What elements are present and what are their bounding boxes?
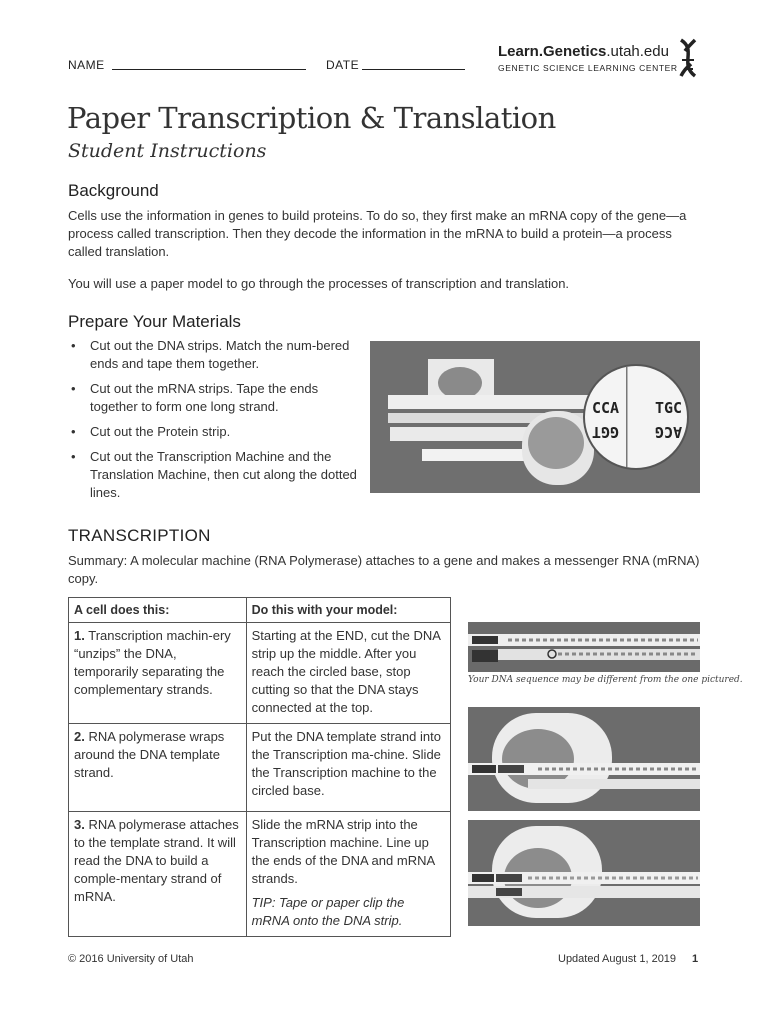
background-heading: Background (68, 181, 159, 200)
step-number: 1. (74, 628, 85, 643)
zoom-label-acg: ACG (655, 423, 683, 441)
step-number: 3. (74, 817, 85, 832)
transcription-summary: Summary: A molecular machine (RNA Polymerase) attaches to a gene and makes a messenger RNA (mRNA) copy. (68, 553, 700, 586)
list-item: • Cut out the DNA strips. Match the num-bered ends and tape them together. (68, 337, 358, 373)
date-field-line[interactable] (362, 69, 465, 70)
copyright: © 2016 University of Utah (68, 953, 194, 965)
brand-subtitle: GENETIC SCIENCE LEARNING CENTER (498, 63, 678, 73)
model-action: Put the DNA template strand into the Transcription ma-chine. Slide the Transcription machine to the circled base. (246, 724, 450, 812)
name-label: NAME (68, 58, 105, 72)
name-field-line[interactable] (112, 69, 306, 70)
step-cell-text: RNA polymerase wraps around the DNA template strand. (74, 729, 225, 780)
dna-helix-icon (673, 38, 703, 78)
table-header-row (69, 598, 451, 623)
dna-strip-photo (468, 622, 700, 672)
zoom-label-tgc: TGC (655, 399, 683, 417)
dna-photo-caption: Your DNA sequence may be different from the one pictured. (468, 675, 743, 685)
materials-list (68, 337, 358, 509)
steps-table (68, 597, 451, 937)
cell-action (69, 724, 247, 812)
model-action (246, 812, 450, 937)
cell-action (69, 623, 247, 724)
page-title: Paper Transcription & Translation (67, 101, 556, 135)
step-cell-text: RNA polymerase attaches to the template strand. It will read the DNA to build a comple-mentary strand of mRNA. (74, 817, 239, 904)
page-number: 1 (692, 953, 699, 965)
materials-heading: Prepare Your Materials (68, 312, 241, 331)
list-item: • Cut out the mRNA strips. Tape the ends together to form one long strand. (68, 380, 358, 416)
list-item: • Cut out the Transcription Machine and the Translation Machine, then cut along the dotted lines. (68, 448, 358, 502)
background-paragraph-2: You will use a paper model to go through the processes of transcription and translation. (68, 276, 570, 291)
column-header-model: Do this with your model: (246, 598, 450, 623)
step-number: 2. (74, 729, 85, 744)
updated-date: Updated August 1, 2019 (558, 953, 677, 965)
zoom-label-cca: CCA (592, 399, 620, 417)
table-row (69, 623, 451, 724)
brand-domain: .utah.edu (606, 43, 669, 60)
step-cell-text: Transcription machin-ery “unzips” the DNA, temporarily separating the complementary strands. (74, 628, 231, 697)
brand-main: Learn.Genetics (498, 43, 607, 60)
table-row (69, 812, 451, 937)
background-paragraph-1: Cells use the information in genes to build proteins. To do so, they first make an mRNA copy of the gene—a process called transcription. Then they decode the information in the mRNA to build a protein—a process called translation. (68, 208, 687, 259)
brand-logo (498, 43, 678, 73)
mrna-strip-photo (468, 820, 700, 926)
list-item: • Cut out the Protein strip. (68, 423, 358, 441)
cell-action (69, 812, 247, 937)
table-row (69, 724, 451, 812)
zoom-label-ggt: GGT (592, 423, 620, 441)
page-subtitle: Student Instructions (68, 140, 267, 162)
materials-photo (370, 341, 700, 493)
date-label: DATE (326, 58, 360, 72)
model-action: Starting at the END, cut the DNA strip up the middle. After you reach the circled base, stop cutting so that the DNA stays connected at the top. (246, 623, 450, 724)
transcription-heading: TRANSCRIPTION (68, 526, 211, 545)
transcription-machine-photo (468, 707, 700, 811)
tip-text: TIP: Tape or paper clip the mRNA onto the DNA strip. (251, 895, 405, 928)
step-model-text: Slide the mRNA strip into the Transcription machine. Line up the ends of the DNA and mRNA strands. (251, 817, 435, 886)
column-header-cell: A cell does this: (69, 598, 247, 623)
